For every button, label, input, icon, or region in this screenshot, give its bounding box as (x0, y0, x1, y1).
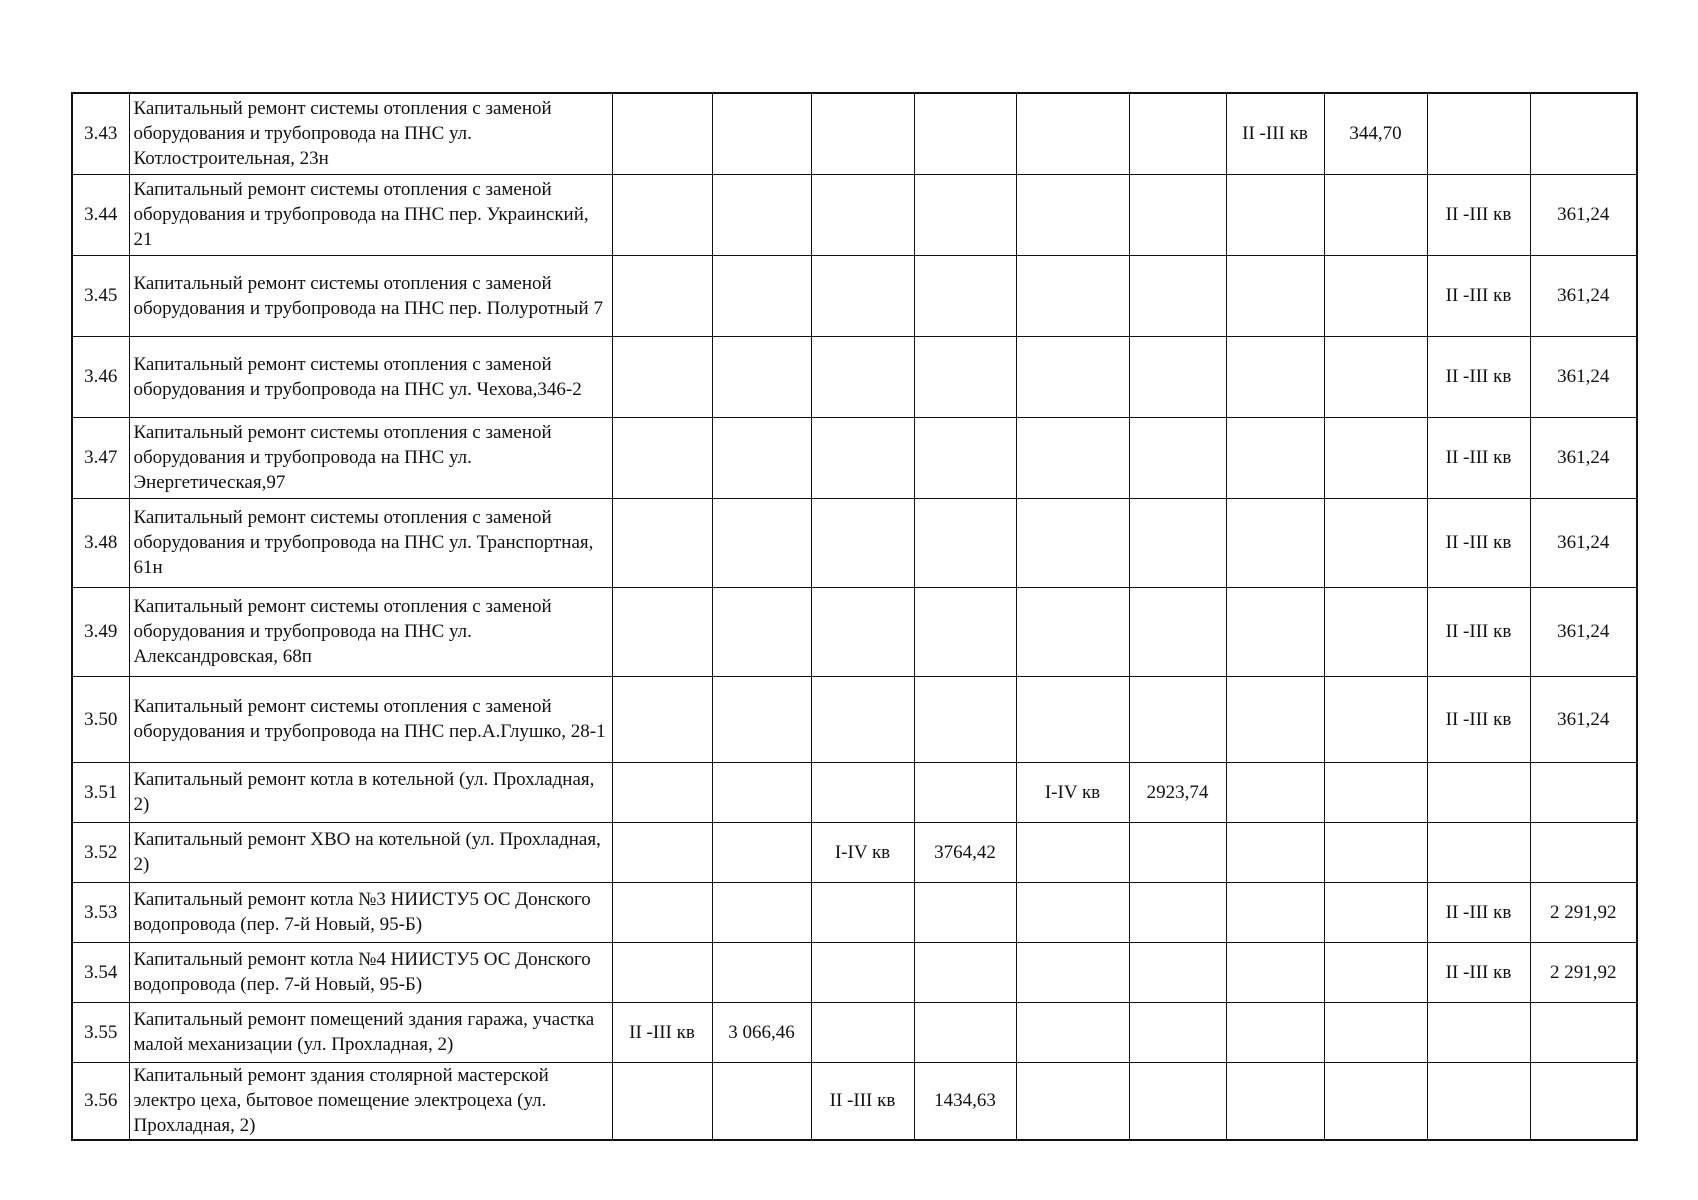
period-cell (1016, 1002, 1129, 1062)
table-row (72, 1062, 1637, 1140)
amount-cell (712, 942, 811, 1002)
amount-cell (914, 1002, 1016, 1062)
period-cell (1226, 587, 1324, 676)
period-cell (612, 255, 712, 336)
row-number: 3.56 (72, 1062, 129, 1140)
period-cell (1016, 1062, 1129, 1140)
period-cell (612, 587, 712, 676)
work-description: Капитальный ремонт котла в котельной (ул. Прохладная, 2) (129, 762, 612, 822)
period-cell (1226, 762, 1324, 822)
work-description: Капитальный ремонт системы отопления с заменой оборудования и трубопровода на ПНС пер. Полуротный 7 (129, 255, 612, 336)
period-cell: II -III кв (1427, 417, 1530, 498)
table-row (72, 417, 1637, 498)
amount-cell (1129, 587, 1226, 676)
amount-cell (712, 822, 811, 882)
amount-cell: 361,24 (1530, 498, 1637, 587)
amount-cell: 1434,63 (914, 1062, 1016, 1140)
period-cell (1226, 174, 1324, 255)
amount-cell (1129, 882, 1226, 942)
amount-cell (914, 93, 1016, 174)
period-cell (612, 417, 712, 498)
amount-cell (712, 1062, 811, 1140)
period-cell: I-IV кв (811, 822, 914, 882)
table-row (72, 174, 1637, 255)
amount-cell (1129, 676, 1226, 762)
table-row (72, 676, 1637, 762)
row-number: 3.53 (72, 882, 129, 942)
amount-cell: 361,24 (1530, 417, 1637, 498)
amount-cell (914, 882, 1016, 942)
period-cell (811, 417, 914, 498)
amount-cell (914, 174, 1016, 255)
table-row (72, 587, 1637, 676)
table-row (72, 336, 1637, 417)
period-cell (1016, 942, 1129, 1002)
amount-cell (712, 676, 811, 762)
amount-cell (1129, 1062, 1226, 1140)
amount-cell (1530, 822, 1637, 882)
period-cell (1226, 1002, 1324, 1062)
row-number: 3.48 (72, 498, 129, 587)
period-cell (1016, 498, 1129, 587)
amount-cell: 361,24 (1530, 676, 1637, 762)
amount-cell (1530, 1002, 1637, 1062)
row-number: 3.44 (72, 174, 129, 255)
work-description: Капитальный ремонт системы отопления с заменой оборудования и трубопровода на ПНС пер. Украинский, 21 (129, 174, 612, 255)
row-number: 3.47 (72, 417, 129, 498)
amount-cell (712, 762, 811, 822)
amount-cell (1530, 1062, 1637, 1140)
amount-cell (1324, 255, 1427, 336)
work-plan-table (71, 92, 1638, 1141)
amount-cell (1324, 498, 1427, 587)
work-description: Капитальный ремонт здания столярной мастерской электро цеха, бытовое помещение электроцеха (ул. Прохладная, 2) (129, 1062, 612, 1140)
work-description: Капитальный ремонт системы отопления с заменой оборудования и трубопровода на ПНС ул. Котлостроительная, 23н (129, 93, 612, 174)
period-cell (612, 498, 712, 587)
amount-cell (914, 255, 1016, 336)
amount-cell (1324, 174, 1427, 255)
period-cell (811, 676, 914, 762)
period-cell: II -III кв (1427, 882, 1530, 942)
amount-cell: 3764,42 (914, 822, 1016, 882)
amount-cell (1324, 762, 1427, 822)
period-cell (1427, 762, 1530, 822)
period-cell (1016, 255, 1129, 336)
amount-cell (914, 587, 1016, 676)
work-description: Капитальный ремонт системы отопления с заменой оборудования и трубопровода на ПНС пер.А.Глушко, 28-1 (129, 676, 612, 762)
amount-cell (1129, 93, 1226, 174)
period-cell (811, 1002, 914, 1062)
table-row (72, 255, 1637, 336)
period-cell (811, 498, 914, 587)
amount-cell (1324, 942, 1427, 1002)
amount-cell (1129, 498, 1226, 587)
work-description: Капитальный ремонт помещений здания гаража, участка малой механизации (ул. Прохладная, 2) (129, 1002, 612, 1062)
amount-cell: 344,70 (1324, 93, 1427, 174)
amount-cell (712, 417, 811, 498)
period-cell (811, 942, 914, 1002)
period-cell: II -III кв (1226, 93, 1324, 174)
period-cell (612, 762, 712, 822)
table-row (72, 1002, 1637, 1062)
period-cell (612, 882, 712, 942)
table-row (72, 93, 1637, 174)
amount-cell (914, 942, 1016, 1002)
period-cell (612, 93, 712, 174)
amount-cell (712, 174, 811, 255)
period-cell (1427, 93, 1530, 174)
work-description: Капитальный ремонт системы отопления с заменой оборудования и трубопровода на ПНС ул. Чехова,346-2 (129, 336, 612, 417)
row-number: 3.52 (72, 822, 129, 882)
row-number: 3.50 (72, 676, 129, 762)
period-cell (811, 762, 914, 822)
period-cell (1226, 417, 1324, 498)
period-cell (612, 942, 712, 1002)
period-cell (1016, 93, 1129, 174)
amount-cell (914, 417, 1016, 498)
row-number: 3.45 (72, 255, 129, 336)
period-cell (612, 676, 712, 762)
period-cell: II -III кв (1427, 498, 1530, 587)
period-cell: II -III кв (1427, 676, 1530, 762)
amount-cell (1324, 587, 1427, 676)
period-cell (811, 336, 914, 417)
period-cell: II -III кв (1427, 587, 1530, 676)
table-body (72, 93, 1637, 1140)
amount-cell (1324, 1002, 1427, 1062)
table-row (72, 942, 1637, 1002)
amount-cell: 3 066,46 (712, 1002, 811, 1062)
amount-cell (914, 676, 1016, 762)
period-cell: II -III кв (1427, 174, 1530, 255)
period-cell (1226, 822, 1324, 882)
row-number: 3.55 (72, 1002, 129, 1062)
amount-cell (1324, 676, 1427, 762)
amount-cell (1129, 822, 1226, 882)
period-cell: I-IV кв (1016, 762, 1129, 822)
work-description: Капитальный ремонт системы отопления с заменой оборудования и трубопровода на ПНС ул. Транспортная, 61н (129, 498, 612, 587)
period-cell: II -III кв (1427, 336, 1530, 417)
period-cell (1016, 417, 1129, 498)
period-cell (1016, 174, 1129, 255)
amount-cell: 361,24 (1530, 174, 1637, 255)
amount-cell: 361,24 (1530, 255, 1637, 336)
amount-cell (914, 336, 1016, 417)
period-cell (811, 255, 914, 336)
amount-cell (1129, 1002, 1226, 1062)
work-description: Капитальный ремонт системы отопления с заменой оборудования и трубопровода на ПНС ул. Энергетическая,97 (129, 417, 612, 498)
period-cell: II -III кв (811, 1062, 914, 1140)
period-cell (1016, 822, 1129, 882)
period-cell: II -III кв (1427, 255, 1530, 336)
table-row (72, 498, 1637, 587)
period-cell (811, 174, 914, 255)
row-number: 3.49 (72, 587, 129, 676)
row-number: 3.51 (72, 762, 129, 822)
amount-cell (1129, 174, 1226, 255)
period-cell (1226, 255, 1324, 336)
period-cell (1016, 676, 1129, 762)
period-cell (612, 822, 712, 882)
amount-cell (712, 498, 811, 587)
period-cell (1226, 336, 1324, 417)
amount-cell (712, 255, 811, 336)
table-row (72, 882, 1637, 942)
table-row (72, 762, 1637, 822)
period-cell (1226, 942, 1324, 1002)
amount-cell: 361,24 (1530, 336, 1637, 417)
amount-cell (712, 587, 811, 676)
period-cell (811, 93, 914, 174)
amount-cell (712, 882, 811, 942)
amount-cell (1129, 255, 1226, 336)
amount-cell (1530, 762, 1637, 822)
amount-cell (1129, 942, 1226, 1002)
amount-cell (1324, 822, 1427, 882)
period-cell (1427, 1062, 1530, 1140)
period-cell (612, 174, 712, 255)
amount-cell: 2923,74 (1129, 762, 1226, 822)
amount-cell (1530, 93, 1637, 174)
period-cell: II -III кв (1427, 942, 1530, 1002)
period-cell (1016, 882, 1129, 942)
period-cell (1226, 1062, 1324, 1140)
amount-cell (1324, 882, 1427, 942)
work-description: Капитальный ремонт котла №3 НИИСТУ5 ОС Донского водопровода (пер. 7-й Новый, 95-Б) (129, 882, 612, 942)
amount-cell (914, 498, 1016, 587)
row-number: 3.46 (72, 336, 129, 417)
amount-cell (1324, 417, 1427, 498)
amount-cell: 2 291,92 (1530, 942, 1637, 1002)
period-cell (1427, 822, 1530, 882)
amount-cell: 2 291,92 (1530, 882, 1637, 942)
period-cell (612, 336, 712, 417)
period-cell (811, 587, 914, 676)
period-cell (1427, 1002, 1530, 1062)
period-cell (612, 1062, 712, 1140)
table-row (72, 822, 1637, 882)
period-cell (1226, 498, 1324, 587)
amount-cell (1129, 417, 1226, 498)
period-cell (1226, 676, 1324, 762)
period-cell (811, 882, 914, 942)
amount-cell (1324, 1062, 1427, 1140)
work-description: Капитальный ремонт ХВО на котельной (ул. Прохладная, 2) (129, 822, 612, 882)
amount-cell (712, 336, 811, 417)
amount-cell (1129, 336, 1226, 417)
amount-cell (712, 93, 811, 174)
row-number: 3.54 (72, 942, 129, 1002)
work-description: Капитальный ремонт системы отопления с заменой оборудования и трубопровода на ПНС ул. Александровская, 68п (129, 587, 612, 676)
amount-cell: 361,24 (1530, 587, 1637, 676)
period-cell (1226, 882, 1324, 942)
amount-cell (1324, 336, 1427, 417)
work-description: Капитальный ремонт котла №4 НИИСТУ5 ОС Донского водопровода (пер. 7-й Новый, 95-Б) (129, 942, 612, 1002)
row-number: 3.43 (72, 93, 129, 174)
amount-cell (914, 762, 1016, 822)
period-cell (1016, 587, 1129, 676)
period-cell (1016, 336, 1129, 417)
period-cell: II -III кв (612, 1002, 712, 1062)
